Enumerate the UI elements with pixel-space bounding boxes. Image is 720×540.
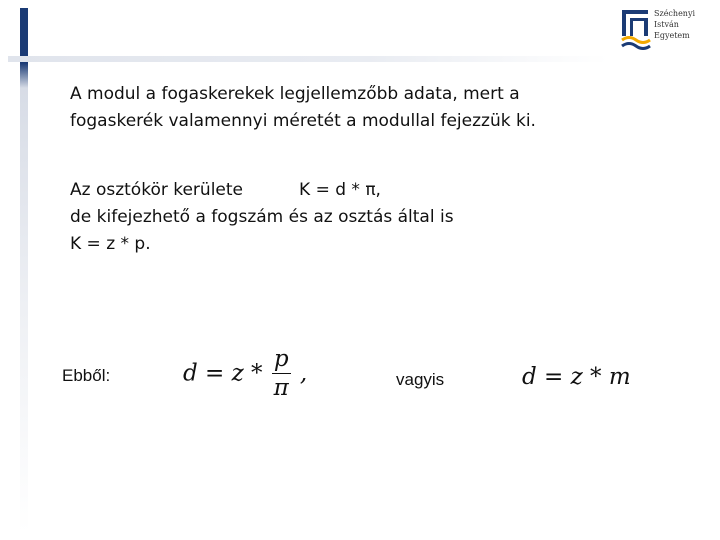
left-accent-bar <box>20 8 28 533</box>
university-name: Széchenyi István Egyetem <box>654 9 696 40</box>
fraction-denominator: π <box>273 375 289 401</box>
fraction-numerator: p <box>273 346 289 372</box>
circumference-label: Az osztókör kerülete <box>70 180 244 200</box>
pitch-formula: K = z * p. <box>70 234 151 254</box>
circumference-formula: K = d * π, <box>299 180 381 200</box>
fraction <box>272 345 291 402</box>
paragraph-line: de kifejezhető a fogszám és az osztás által is <box>70 207 454 227</box>
university-logo <box>620 6 716 52</box>
module-definition-paragraph <box>70 81 536 135</box>
diameter-formula-module: d = z * m <box>522 364 631 390</box>
vagyis-label: vagyis <box>396 370 445 389</box>
paragraph-line: fogaskerék valamennyi méretét a modullal fejezzük ki. <box>70 111 536 131</box>
paragraph-line: A modul a fogaskerekek legjellemzőbb adata, mert a <box>70 84 520 104</box>
circumference-paragraph <box>70 177 454 258</box>
ebbol-label: Ebből: <box>62 366 111 385</box>
header-divider <box>8 56 608 62</box>
university-logo-icon <box>620 8 652 50</box>
diameter-formula-fraction: d = z * $\frac{p}{\pi}$ , <box>183 346 308 401</box>
